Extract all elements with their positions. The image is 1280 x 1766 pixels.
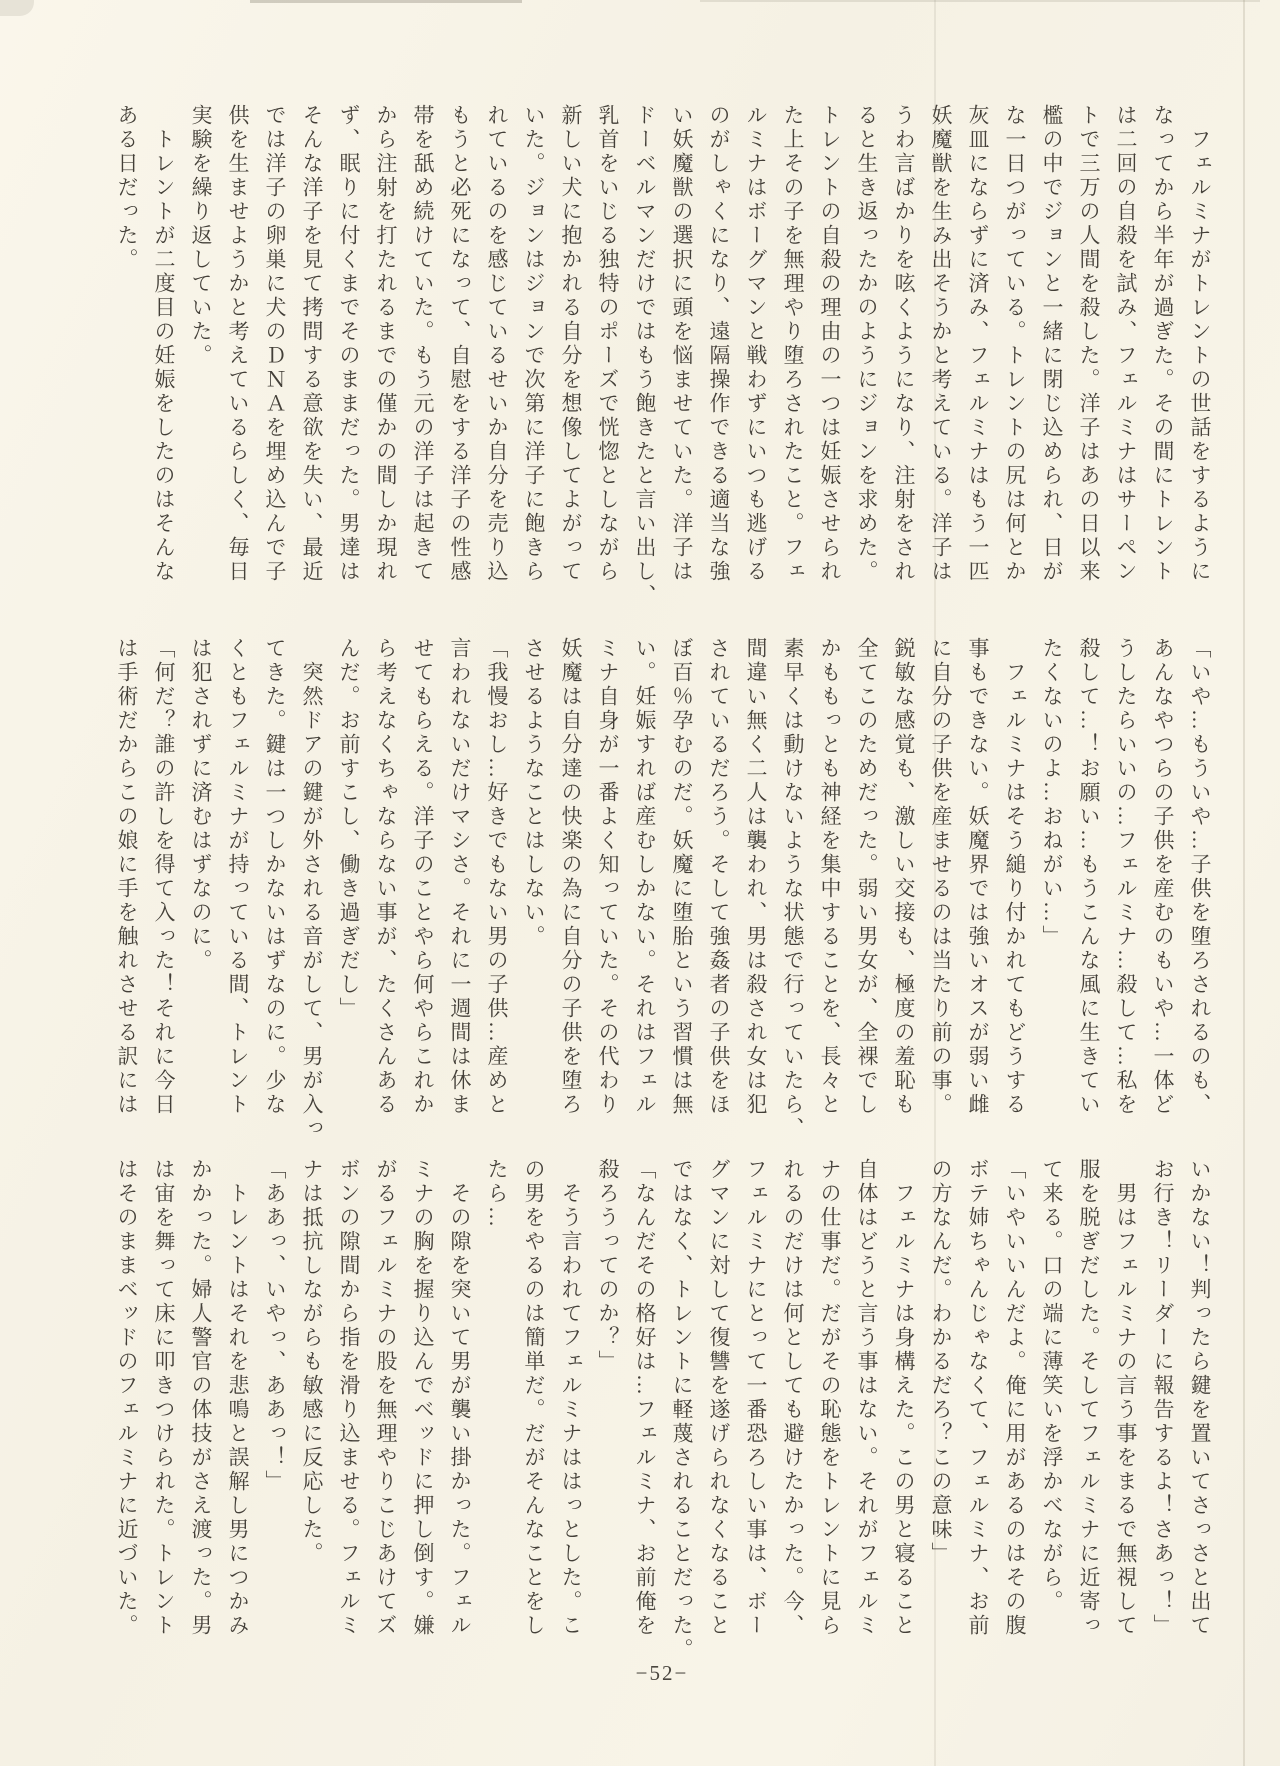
text-column: 供を生ませようかと考えているらしく、毎日 [226, 104, 250, 584]
text-column: のがしゃくになり、遠隔操作できる適当な強 [707, 104, 731, 584]
text-column: に自分の子供を産ませるのは当たり前の事。 [929, 637, 953, 1117]
text-column: 自体はどうと言う事はない。それがフェルミ [855, 1158, 879, 1638]
text-column: 鋭敏な感覚も、激しい交接も、極度の羞恥も [892, 637, 916, 1117]
text-column: がるフェルミナの股を無理やりこじあけてズ [374, 1158, 398, 1638]
text-column: ナは抵抗しながらも敏感に反応した。 [300, 1158, 324, 1566]
text-column: て来る。口の端に薄笑いを浮かべながら。 [1040, 1158, 1064, 1614]
text-column: 乳首をいじる独特のポーズで恍惚としながら [596, 104, 620, 584]
text-column: いかない！判ったら鍵を置いてさっさと出て [1188, 1158, 1212, 1638]
text-column: は宙を舞って床に叩きつけられた。トレント [152, 1158, 176, 1638]
text-column: トレントの自殺の理由の一つは妊娠させられ [818, 104, 842, 584]
text-column: 新しい犬に抱かれる自分を想像してよがって [559, 104, 583, 584]
text-column: では洋子の卵巣に犬のＤＮＡを埋め込んで子 [263, 104, 287, 584]
scan-smudge [250, 0, 522, 3]
text-column: 言われないだけマシさ。それに一週間は休ま [448, 637, 472, 1117]
text-column: はそのままベッドのフェルミナに近づいた。 [115, 1158, 139, 1638]
text-column: 帯を舐め続けていた。もう元の洋子は起きて [411, 104, 435, 584]
text-column: ルミナはボーグマンと戦わずにいつも逃げる [744, 104, 768, 584]
text-column: 「いや…もういや…子供を堕ろされるのも、 [1188, 637, 1212, 1117]
text-column: トで三万の人間を殺した。洋子はあの日以来 [1077, 104, 1101, 584]
text-column: い妖魔獣の選択に頭を悩ませていた。洋子は [670, 104, 694, 584]
text-column: もうと必死になって、自慰をする洋子の性感 [448, 104, 472, 584]
text-band-bottom [108, 1158, 1218, 1670]
text-column: そう言われてフェルミナははっとした。こ [559, 1158, 583, 1638]
text-column: 「いやいいんだよ。俺に用があるのはその腹 [1003, 1158, 1027, 1638]
text-column: あんなやつらの子供を産むのもいや…一体ど [1151, 637, 1175, 1117]
text-column: 事もできない。妖魔界では強いオスが弱い雌 [966, 637, 990, 1117]
text-column: 檻の中でジョンと一緒に閉じ込められ、日が [1040, 104, 1064, 584]
text-column: た上その子を無理やり堕ろされたこと。フェ [781, 104, 805, 584]
text-column: は二回の自殺を試み、フェルミナはサーペン [1114, 104, 1138, 584]
text-column: 実験を繰り返していた。 [189, 104, 213, 368]
text-column: な一日つがっている。トレントの尻は何とか [1003, 104, 1027, 584]
text-column: フェルミナはそう縋り付かれてもどうする [1003, 637, 1027, 1117]
text-column: の男をやるのは簡単だ。だがそんなことをし [522, 1158, 546, 1638]
text-column: ナの仕事だ。だがその恥態をトレントに見ら [818, 1158, 842, 1638]
text-column: 妖魔獣を生み出そうかと考えている。洋子は [929, 104, 953, 584]
text-column: れているのを感じているせいか自分を売り込 [485, 104, 509, 584]
page-number: −52− [635, 1661, 689, 1685]
text-column: の方なんだ。わかるだろ？この意味」 [929, 1158, 953, 1566]
text-column: たら… [485, 1158, 509, 1230]
text-band-middle [108, 637, 1218, 1149]
text-band-top [108, 104, 1218, 616]
scan-crease-line [1243, 0, 1245, 1766]
text-column: ボテ姉ちゃんじゃなくて、フェルミナ、お前 [966, 1158, 990, 1638]
text-column: その隙を突いて男が襲い掛かった。フェル [448, 1158, 472, 1638]
text-column: ミナ自身が一番よく知っていた。その代わり [596, 637, 620, 1117]
text-column: いた。ジョンはジョンで次第に洋子に飽きら [522, 104, 546, 584]
text-column: ら考えなくちゃならない事が、たくさんある [374, 637, 398, 1117]
text-column: グマンに対して復讐を遂げられなくなること [707, 1158, 731, 1638]
text-column: 「何だ？誰の許しを得て入った！それに今日 [152, 637, 176, 1117]
text-column: 間違い無く二人は襲われ、男は殺され女は犯 [744, 637, 768, 1117]
text-column: トレントが二度目の妊娠をしたのはそんな [152, 104, 176, 584]
text-column: させるようなことはしない。 [522, 637, 546, 949]
text-column: うわ言ばかりを呟くようになり、注射をされ [892, 104, 916, 584]
text-column: せてもらえる。洋子のことやら何やらこれか [411, 637, 435, 1117]
text-column: 殺ろうってのか？」 [596, 1158, 620, 1374]
text-column: そんな洋子を見て拷問する意欲を失い、最近 [300, 104, 324, 584]
scan-corner-shade [0, 0, 34, 16]
text-column: は犯されずに済むはずなのに。 [189, 637, 213, 973]
text-column: 突然ドアの鍵が外される音がして、男が入っ [300, 637, 324, 1141]
text-column: 全てこのためだった。弱い男女が、全裸でし [855, 637, 879, 1117]
text-column: たくないのよ…おねがい…」 [1040, 637, 1064, 949]
text-column: は手術だからこの娘に手を触れさせる訳には [115, 637, 139, 1117]
text-column: ると生き返ったかのようにジョンを求めた。 [855, 104, 879, 584]
text-column: トレントはそれを悲鳴と誤解し男につかみ [226, 1158, 250, 1638]
text-column: から注射を打たれるまでの僅かの間しか現れ [374, 104, 398, 584]
text-column: フェルミナにとって一番恐ろしい事は、ボー [744, 1158, 768, 1638]
text-column: ミナの胸を握り込んでベッドに押し倒す。嫌 [411, 1158, 435, 1638]
text-column: ず、眠りに付くまでそのままだった。男達は [337, 104, 361, 584]
text-column: うしたらいいの…フェルミナ…殺して…私を [1114, 637, 1138, 1117]
text-column: れるのだけは何としても避けたかった。今、 [781, 1158, 805, 1638]
text-column: ある日だった。 [115, 104, 139, 272]
text-column: 素早くは動けないような状態で行っていたら、 [781, 637, 805, 1141]
text-column: 殺して…！お願い…もうこんな風に生きてい [1077, 637, 1101, 1117]
text-column: フェルミナがトレントの世話をするように [1188, 104, 1212, 584]
text-column: 灰皿にならずに済み、フェルミナはもう一匹 [966, 104, 990, 584]
text-column: かももっとも神経を集中することを、長々と [818, 637, 842, 1117]
text-column: かかった。婦人警官の体技がさえ渡った。男 [189, 1158, 213, 1638]
text-column: なってから半年が過ぎた。その間にトレント [1151, 104, 1175, 584]
text-column: 服を脱ぎだした。そしてフェルミナに近寄っ [1077, 1158, 1101, 1638]
text-column: お行き！リーダーに報告するよ！さあっ！」 [1151, 1158, 1175, 1638]
text-column: 「なんだその格好は…フェルミナ、お前俺を [633, 1158, 657, 1638]
text-column: ぼ百％孕むのだ。妖魔に堕胎という習慣は無 [670, 637, 694, 1117]
text-column: ドーベルマンだけではもう飽きたと言い出し、 [633, 104, 657, 608]
text-column: されているだろう。そして強姦者の子供をほ [707, 637, 731, 1117]
text-column: んだ。お前すこし、働き過ぎだし」 [337, 637, 361, 1021]
text-column: い。妊娠すれば産むしかない。それはフェル [633, 637, 657, 1117]
text-column: 「ああっ、いやっ、ああっ！」 [263, 1158, 287, 1494]
text-column: 妖魔は自分達の快楽の為に自分の子供を堕ろ [559, 637, 583, 1117]
text-column: フェルミナは身構えた。この男と寝ること [892, 1158, 916, 1638]
text-column: くともフェルミナが持っている間、トレント [226, 637, 250, 1117]
text-column: 「我慢おし…好きでもない男の子供…産めと [485, 637, 509, 1117]
text-column: 男はフェルミナの言う事をまるで無視して [1114, 1158, 1138, 1638]
scan-smudge [700, 0, 1260, 2]
text-column: ボンの隙間から指を滑り込ませる。フェルミ [337, 1158, 361, 1638]
text-column: てきた。鍵は一つしかないはずなのに。少な [263, 637, 287, 1117]
text-column: ではなく、トレントに軽蔑されることだった。 [670, 1158, 694, 1662]
